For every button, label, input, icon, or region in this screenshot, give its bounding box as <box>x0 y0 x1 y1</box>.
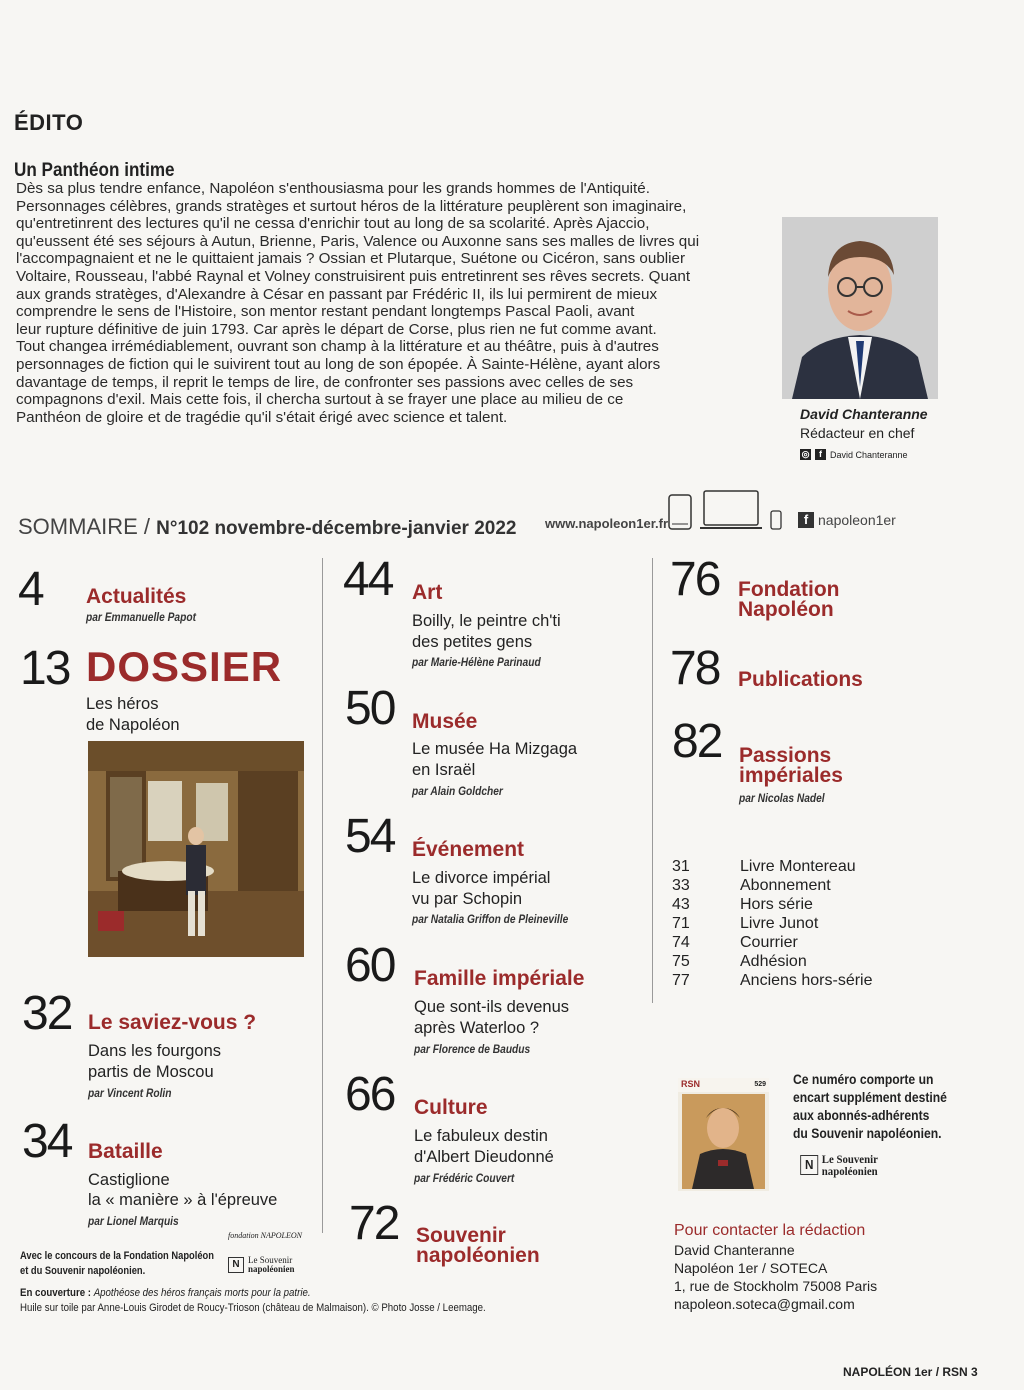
cover-credit-detail: Huile sur toile par Anne-Louis Girodet de Roucy-Trioson (château de Malmaison). © Photo Josse / Leemage. <box>20 1302 486 1314</box>
website-link[interactable]: www.napoleon1er.fr <box>545 516 669 531</box>
laptop-icon <box>700 490 762 530</box>
cover-painting <box>88 741 304 957</box>
edito-line: Dès sa plus tendre enfance, Napoléon s'enthousiasma pour les grands hommes de l'Antiquité. <box>16 180 650 197</box>
edito-line: Panthéon de gloire et de tragédie qu'il s'était érigé avec science et talent. <box>16 408 508 426</box>
section-description: Castiglione <box>88 1171 170 1189</box>
list-item-label: Abonnement <box>740 877 831 894</box>
supplement-line: encart supplément destiné <box>793 1090 947 1105</box>
souvenir-logo-text <box>822 1153 878 1177</box>
list-item-page: 43 <box>672 896 690 913</box>
contact-name: David Chanteranne <box>674 1242 795 1258</box>
section-description: la « manière » à l'épreuve <box>88 1191 278 1209</box>
page-number: 13 <box>20 642 70 695</box>
section-title: Publications <box>738 668 863 691</box>
list-item-label: Livre Junot <box>740 915 819 932</box>
list-item-label: Hors série <box>740 896 813 913</box>
contact-address: 1, rue de Stockholm 75008 Paris <box>674 1278 878 1294</box>
section-title: Passions <box>739 744 832 767</box>
list-item <box>672 914 873 933</box>
section-author: par Frédéric Couvert <box>414 1171 515 1185</box>
cover-credit-label: En couverture : <box>20 1287 92 1299</box>
page-number: 60 <box>345 939 395 992</box>
souvenir-logo-line2: napoléonien <box>248 1264 295 1274</box>
cover-credit <box>20 1286 486 1316</box>
page-number: 50 <box>345 682 395 735</box>
section-author: par Lionel Marquis <box>88 1214 179 1228</box>
souvenir-logo-line1: Le Souvenir <box>821 1152 878 1166</box>
souvenir-logo-small <box>228 1256 295 1274</box>
contact-title: Pour contacter la rédaction <box>674 1222 866 1239</box>
phone-icon <box>770 510 782 530</box>
page-number: 34 <box>22 1115 72 1168</box>
edito-body <box>16 180 761 426</box>
list-item-label: Adhésion <box>740 953 807 970</box>
page-number: 72 <box>349 1197 399 1250</box>
section-author: par Nicolas Nadel <box>739 791 825 805</box>
section-description: Boilly, le peintre ch'ti <box>412 612 561 630</box>
souvenir-logo <box>800 1153 973 1177</box>
supplement-line: du Souvenir napoléonien. <box>793 1126 942 1141</box>
section-author: par Alain Goldcher <box>412 784 503 798</box>
list-item-label: Anciens hors-série <box>740 972 873 989</box>
contact-org: Napoléon 1er / SOTECA <box>674 1260 828 1276</box>
author-name: David Chanteranne <box>800 406 928 422</box>
section-title: Famille impériale <box>414 967 585 990</box>
list-item-page: 75 <box>672 953 690 970</box>
page-number: 32 <box>22 987 72 1040</box>
section-description: Le fabuleux destin <box>414 1127 548 1145</box>
small-index-list <box>672 857 873 990</box>
fondation-logo: fondation NAPOLEON <box>228 1231 303 1240</box>
section-description: après Waterloo ? <box>414 1019 540 1037</box>
dossier-title: DOSSIER <box>86 643 283 690</box>
page-number: 4 <box>18 563 43 616</box>
section-title: Culture <box>414 1096 488 1119</box>
contact-block <box>674 1241 877 1313</box>
page-footer: NAPOLÉON 1er / RSN 3 <box>843 1365 978 1379</box>
facebook-handle: napoleon1er <box>818 512 896 528</box>
section-description: Que sont-ils devenus <box>414 998 570 1016</box>
section-description: de Napoléon <box>86 716 180 734</box>
souvenir-logo-text <box>248 1256 295 1274</box>
list-item-page: 33 <box>672 877 690 894</box>
edito-line: qu'eussent été ses séjours à Autun, Brienne, Paris, Valence ou Auxonne sans ses malles de livres qui <box>16 232 700 250</box>
page-number: 54 <box>345 810 395 863</box>
edito-line: qu'entretinrent des lectures qu'il ne cessa d'enrichir tout au long de sa scolarité. Après Ajaccio, <box>16 215 650 233</box>
section-author: par Vincent Rolin <box>88 1086 172 1100</box>
author-social-handle: David Chanteranne <box>830 449 908 460</box>
edito-line: Personnages célèbres, grands stratèges et surtout héros de la littérature peuplèrent son imaginaire, <box>16 197 687 215</box>
section-title: Actualités <box>86 585 187 608</box>
sommaire-label: SOMMAIRE <box>18 514 138 539</box>
section-title: Napoléon <box>738 598 834 621</box>
souvenir-logo-line1: Le Souvenir <box>248 1255 293 1265</box>
author-photo <box>782 217 938 399</box>
section-description: Le musée Ha Mizgaga <box>412 740 578 758</box>
supplement-line: Ce numéro comporte un <box>793 1072 934 1087</box>
section-title: Événement <box>412 838 525 861</box>
section-description: partis de Moscou <box>88 1063 214 1081</box>
edito-line: davantage de temps, il reprit le temps de lire, de confronter ses passions avec celles de ses <box>16 373 634 391</box>
rsn-cover-label: RSN <box>681 1079 701 1089</box>
edito-line: Tout changea irrémédiablement, ouvrant son champ à la littérature et au théâtre, puis à d'autres <box>16 338 659 356</box>
section-title: Souvenir <box>416 1224 506 1247</box>
section-description: vu par Schopin <box>412 890 523 908</box>
concours-line: et du Souvenir napoléonien. <box>20 1265 146 1277</box>
list-item-label: Courrier <box>740 934 798 951</box>
list-item <box>672 895 873 914</box>
section-author: par Marie-Hélène Parinaud <box>412 655 541 669</box>
author-role: Rédacteur en chef <box>800 425 915 441</box>
devices-icons <box>668 490 782 530</box>
facebook-link[interactable] <box>798 512 896 528</box>
section-title: Fondation <box>738 578 840 601</box>
section-description: d'Albert Dieudonné <box>414 1148 554 1166</box>
list-item <box>672 857 873 876</box>
rsn-cover-number: 529 <box>754 1081 766 1088</box>
rsn-cover <box>678 1078 769 1191</box>
column-divider <box>652 558 653 1003</box>
instagram-icon: ◎ <box>801 449 810 459</box>
issue-info: N°102 novembre-décembre-janvier 2022 <box>156 518 517 539</box>
tablet-icon <box>668 494 692 530</box>
list-item-page: 31 <box>672 858 690 875</box>
edito-line: aux grands stratèges, d'Alexandre à César en passant par Frédéric II, ils lui permirent de mieux <box>16 285 658 303</box>
list-item <box>672 876 873 895</box>
page-number: 82 <box>672 715 722 768</box>
section-description: Dans les fourgons <box>88 1042 221 1060</box>
page-number: 66 <box>345 1068 395 1121</box>
cover-credit-title: Apothéose des héros français morts pour la patrie. <box>93 1287 311 1299</box>
concours-line: Avec le concours de la Fondation Napoléon <box>20 1250 214 1262</box>
souvenir-logo-line2: napoléonien <box>821 1164 878 1178</box>
list-item-label: Livre Montereau <box>740 858 856 875</box>
edito-line: l'accompagnaient et ne le quittaient jamais ? Ossian et Plutarque, Suétone ou Cicéron, sans oublier <box>16 250 686 268</box>
list-item <box>672 952 873 971</box>
edito-line: Voltaire, Rousseau, l'abbé Raynal et Volney construisirent puis entretinrent ses rêves secrets. Quant <box>16 267 691 285</box>
section-title: Bataille <box>88 1140 163 1163</box>
list-item <box>672 933 873 952</box>
section-description: des petites gens <box>412 633 533 651</box>
column-divider <box>322 558 323 1233</box>
page-number: 76 <box>670 553 720 606</box>
supplement-note <box>793 1071 973 1177</box>
facebook-icon: f <box>798 512 814 528</box>
concours-credit <box>20 1249 214 1279</box>
section-title: Musée <box>412 710 478 733</box>
list-item-page: 77 <box>672 972 690 989</box>
supplement-line: aux abonnés-adhérents <box>793 1108 930 1123</box>
section-description: Les héros <box>86 695 159 713</box>
edito-heading: ÉDITO <box>14 110 84 135</box>
list-item <box>672 971 873 990</box>
section-author: par Florence de Baudus <box>414 1042 531 1056</box>
section-author: par Emmanuelle Papot <box>86 610 196 624</box>
section-title: napoléonien <box>416 1244 540 1267</box>
souvenir-n-icon: N <box>800 1155 818 1175</box>
souvenir-n-icon: N <box>228 1257 244 1273</box>
edito-line: personnages de fiction qui le suivirent tout au long de son épopée. À Sainte-Hélène, ayant alors <box>16 355 661 373</box>
section-title: impériales <box>739 764 843 787</box>
author-social <box>800 449 908 460</box>
edito-line: comprendre le sens de l'Histoire, son mentor restant pendant longtemps Pascal Paoli, avant <box>16 303 635 321</box>
edito-line: leur rupture définitive de juin 1793. Car après le départ de Corse, plus rien ne fut comme avant. <box>16 320 657 338</box>
facebook-icon: f <box>815 449 826 460</box>
list-item-page: 74 <box>672 934 690 951</box>
section-description: Le divorce impérial <box>412 869 551 887</box>
sommaire-header: SOMMAIRE / N°102 novembre-décembre-janvier 2022 <box>18 514 517 539</box>
page-number: 44 <box>343 553 393 606</box>
contact-email[interactable]: napoleon.soteca@gmail.com <box>674 1296 855 1312</box>
section-title: Art <box>412 581 443 604</box>
page-number: 78 <box>670 642 720 695</box>
list-item-page: 71 <box>672 915 690 932</box>
section-description: en Israël <box>412 761 476 779</box>
edito-subtitle: Un Panthéon intime <box>14 160 175 181</box>
edito-line: compagnons d'exil. Mais cette fois, il chercha surtout à se frayer une place au milieu de ce <box>16 391 624 409</box>
section-title: Le saviez-vous ? <box>88 1011 257 1034</box>
section-author: par Natalia Griffon de Pleineville <box>412 912 569 926</box>
